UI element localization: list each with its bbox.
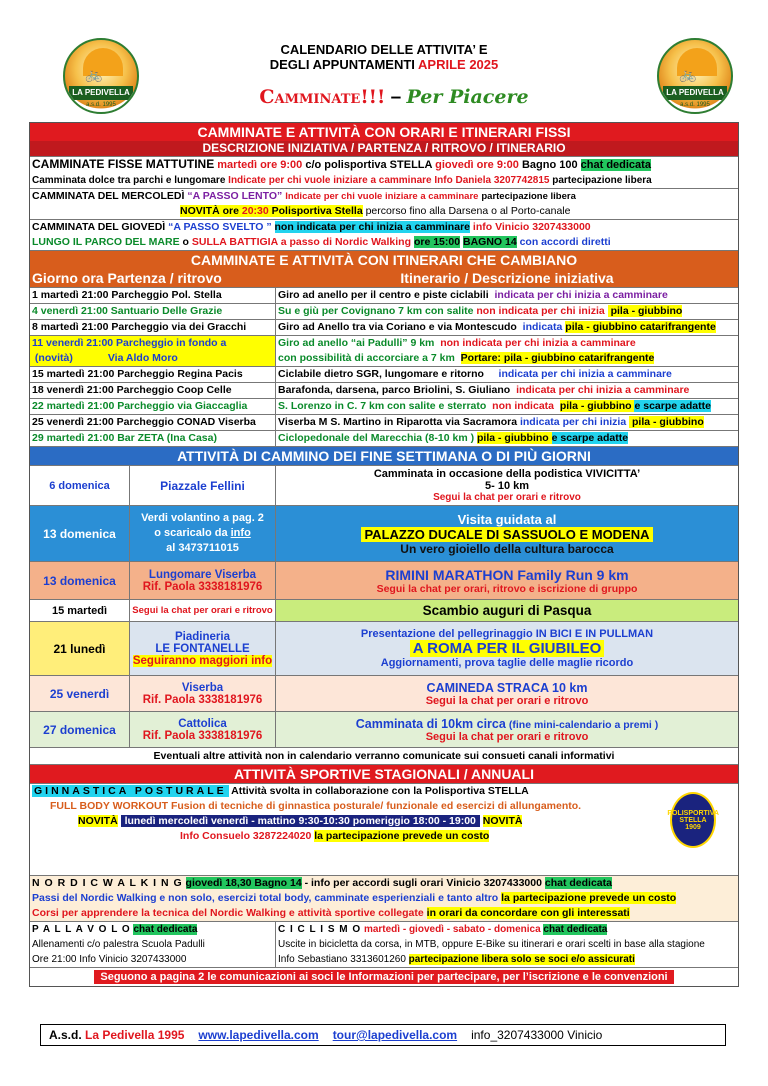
schedule-date-text: 8 martedì 21:00 Parcheggio via dei Gracchi <box>32 321 247 333</box>
schedule-route-text: e scarpe adatte <box>634 400 711 412</box>
event-line1: Camminata di 10km circa <box>355 716 506 731</box>
event-place-line2: LE FONTANELLE <box>155 642 250 655</box>
schedule-date-cell <box>30 304 276 319</box>
giovedi-route1: LUNGO IL PARCO DEL MARE <box>32 236 180 248</box>
event-place-line2: Rif. Paola 3338181976 <box>142 580 263 593</box>
schedule-row <box>30 398 738 414</box>
giovedi-accordi: con accordi diretti <box>519 236 611 248</box>
schedule-row <box>30 366 738 382</box>
event-desc <box>276 600 738 621</box>
website-link[interactable]: www.lapedivella.com <box>198 1028 319 1042</box>
page-subtitle <box>199 86 589 109</box>
title-line2: DEGLI APPUNTAMENTI <box>269 57 415 72</box>
event-line2: A ROMA PER IL GIUBILEO <box>410 640 605 657</box>
mattutine-block <box>30 156 738 188</box>
giovedi-time: ore 15:00 <box>413 236 461 248</box>
nordic-desc: Passi del Nordic Walking e non solo, esercizi total body, camminate esperienziali e tanto altro <box>32 892 499 904</box>
mercoledi-block <box>30 188 738 219</box>
event-place-text: Piazzale Fellini <box>160 478 245 493</box>
schedule-route-text: pila - giubbino <box>607 305 683 317</box>
schedule-route-cell <box>276 383 738 398</box>
schedule-row <box>30 382 738 398</box>
schedule-route-text: indicata per chi inizia a camminare <box>516 384 690 396</box>
schedule-route-text: Barafonda, darsena, parco Briolini, S. Giuliano <box>278 384 517 396</box>
subtitle-camminate: Camminate!!! <box>259 86 386 108</box>
event-day: 13 domenica <box>30 562 130 599</box>
footer-name: La Pedivella 1995 <box>85 1028 185 1042</box>
event-row <box>30 711 738 747</box>
event-row <box>30 561 738 599</box>
schedule-route-cell <box>276 304 738 319</box>
event-line2: Segui la chat per orari e ritrovo <box>425 694 589 707</box>
pallavolo-chat: chat dedicata <box>133 924 198 935</box>
mercoledi-who: Indicate per chi vuole iniziare a camminare <box>285 191 479 202</box>
schedule-date-cell <box>30 288 276 303</box>
event-place-line1: Piadineria <box>175 630 230 643</box>
email-link[interactable]: tour@lapedivella.com <box>332 1028 458 1042</box>
section-fixed-subtitle: DESCRIZIONE INIZIATIVA / PARTENZA / RITROVO / ITINERARIO <box>30 141 738 156</box>
section-fixed-title: CAMMINATE E ATTIVITÀ CON ORARI E ITINERARI FISSI <box>30 123 738 141</box>
giovedi-who: non indicata per chi inizia a camminare <box>274 221 470 233</box>
stella-logo-year: 1909 <box>685 823 701 831</box>
bottom-note-wrap <box>30 967 738 986</box>
event-line1: Presentazione del pellegrinaggio IN BICI E IN PULLMAN <box>360 628 654 640</box>
event-line1: Camminata in occasione della podistica VIVICITTA’ <box>373 468 641 480</box>
event-day: 15 martedì <box>30 600 130 621</box>
stella-logo-text: POLISPORTIVA STELLA <box>667 809 719 824</box>
schedule-date-text: 18 venerdì 21:00 Parcheggio Coop Celle <box>32 384 232 396</box>
mercoledi-place: Polisportiva Stella <box>271 205 363 217</box>
nordic-block <box>30 875 738 921</box>
logo-text: LA PEDIVELLA <box>69 86 133 100</box>
schedule-row <box>30 430 738 446</box>
header <box>29 34 739 122</box>
nordic-cost: la partecipazione prevede un costo <box>501 892 677 904</box>
mercoledi-part: partecipazione libera <box>481 191 576 202</box>
mercoledi-time: 20:30 <box>241 205 269 217</box>
schedule-date-text: 1 martedì 21:00 Parcheggio Pol. Stella <box>32 289 222 301</box>
mercoledi-route: percorso fino alla Darsena o al Porto-canale <box>365 205 571 217</box>
giovedi-label: “A PASSO SVELTO ” <box>168 221 272 233</box>
ciclismo-chat: chat dedicata <box>543 924 608 935</box>
event-row <box>30 675 738 711</box>
event-line1: Scambio auguri di Pasqua <box>422 603 592 618</box>
bike-icon: 🚲 <box>679 66 697 82</box>
schedule-date-cell <box>30 399 276 414</box>
title-line1: CALENDARIO DELLE ATTIVITA’ E <box>280 42 488 57</box>
schedule-row <box>30 319 738 335</box>
schedule-route-text: Giro ad anello “ai Padulli” 9 km <box>278 337 441 349</box>
schedule-route-text: Giro ad anello per il centro e piste ciclabili <box>278 289 495 301</box>
ciclismo-block <box>276 922 738 967</box>
event-day: 13 domenica <box>30 506 130 561</box>
schedule-route-text: indicata per chi inizia <box>519 416 630 428</box>
event-place-line2: o scaricalo da <box>154 527 228 539</box>
schedule-date-text: 25 venerdì 21:00 Parcheggio CONAD Viserba <box>32 416 256 428</box>
schedule-date-text: 29 martedì 21:00 Bar ZETA (Ina Casa) <box>32 432 217 444</box>
event-place <box>130 712 276 747</box>
event-line1b: (fine mini-calendario a premi ) <box>508 718 659 731</box>
event-line2: 5- 10 km <box>484 480 530 492</box>
pallavolo-name: P A L L A V O L O <box>32 924 131 935</box>
event-desc <box>276 712 738 747</box>
schedule-route-text: Giro ad Anello tra via Coriano e via Montescudo <box>278 321 523 333</box>
schedule-route-cell <box>276 367 738 382</box>
giovedi-block <box>30 219 738 250</box>
bottom-note: Seguono a pagina 2 le comunicazioni ai soci le Informazioni per partecipare, per l’iscrizione e le convenzioni <box>94 970 673 984</box>
schedule-route-text: non indicata per chi inizia <box>476 305 608 317</box>
schedule-route-text: pila - giubbino <box>559 400 635 412</box>
event-place-line1: Lungomare Viserba <box>148 568 257 581</box>
schedule-date-cell <box>30 383 276 398</box>
event-desc <box>276 506 738 561</box>
schedule-route-text: non indicata <box>492 400 560 412</box>
col-header-date: Giorno ora Partenza / ritrovo <box>32 270 222 286</box>
schedule-route-cell <box>276 399 738 414</box>
mattutine-info: Info Daniela 3207742815 <box>434 175 550 186</box>
mercoledi-name: CAMMINATA DEL MERCOLEDÌ <box>32 190 185 202</box>
event-place-line3: Seguiranno maggiori info <box>132 654 273 667</box>
event-day: 6 domenica <box>30 466 130 505</box>
stella-logo <box>667 792 719 848</box>
nordic-info: - info per accordi sugli orari Vinicio 3207433000 <box>301 877 542 889</box>
schedule-route-text: pila - giubbino <box>629 416 704 428</box>
schedule-date-cell <box>30 431 276 446</box>
schedule-route-text: indicata <box>522 321 566 333</box>
footer-asd: A.s.d. <box>49 1028 82 1042</box>
schedule-route-text: pila - giubbino catarifrangente <box>565 321 716 333</box>
page-title <box>179 42 589 72</box>
event-line2: Segui la chat per orari e ritrovo <box>425 730 589 743</box>
schedule-route-text: Ciclopedonale del Marecchia (8-10 km ) <box>278 432 477 444</box>
schedule-date-text: 11 venerdì 21:00 Parcheggio in fondo a <box>32 337 227 349</box>
event-line1: CAMINEDA STRACA 10 km <box>426 680 588 695</box>
event-place-line2: Rif. Paola 3338181976 <box>142 729 263 742</box>
event-row <box>30 621 738 675</box>
ciclismo-days: martedì - giovedì - sabato - domenica <box>363 924 541 935</box>
ginnastica-desc: Attività svolta in collaborazione con la Polisportiva STELLA <box>231 785 529 797</box>
event-desc <box>276 622 738 675</box>
event-place <box>130 600 276 621</box>
event-place <box>130 622 276 675</box>
giovedi-name: CAMMINATA DEL GIOVEDÌ <box>32 221 166 233</box>
ginnastica-name: GINNASTICA POSTURALE <box>34 785 227 797</box>
event-place <box>130 466 276 505</box>
changing-schedule <box>30 287 738 446</box>
event-row <box>30 505 738 561</box>
schedule-date-text2: (novità) Via Aldo Moro <box>32 352 178 364</box>
schedule-route-text: Ciclabile dietro SGR, lungomare e ritorno <box>278 368 499 380</box>
giovedi-o: o <box>182 236 189 248</box>
event-day: 21 lunedì <box>30 622 130 675</box>
mercoledi-novita: NOVITÀ ore <box>180 205 239 217</box>
ginnastica-block <box>30 783 738 875</box>
mattutine-place: c/o polisportiva STELLA <box>305 159 433 171</box>
event-line2: PALAZZO DUCALE DI SASSUOLO E MODENA <box>361 527 652 542</box>
footer-info: info_3207433000 Vinicio <box>471 1028 603 1042</box>
event-desc <box>276 676 738 711</box>
pallavolo-ciclismo <box>30 921 738 967</box>
ciclismo-part: partecipazione libera solo se soci e/o assicurati <box>408 954 635 965</box>
schedule-route-text: S. Lorenzo in C. 7 km con salite e sterrato <box>278 400 493 412</box>
event-place-line1: Segui la chat per orari e ritrovo <box>132 605 273 616</box>
logo-sub: a.s.d. 1995 <box>680 102 710 108</box>
mercoledi-label: “A PASSO LENTO” <box>187 190 283 202</box>
pallavolo-block <box>30 922 276 967</box>
event-place-line1: Cattolica <box>178 717 227 730</box>
schedule-route-cell <box>276 336 738 366</box>
subtitle-per-piacere: Per Piacere <box>406 86 529 108</box>
changing-col-headers <box>30 269 738 287</box>
info-link[interactable]: info <box>230 527 251 539</box>
event-line3: Segui la chat per orari e ritrovo <box>433 492 581 503</box>
event-line2: Segui la chat per orari, ritrovo e iscrizione di gruppo <box>376 582 638 595</box>
mattutine-who: Indicate per chi vuole iniziare a camminare <box>228 175 432 186</box>
schedule-date-text: 15 martedì 21:00 Parcheggio Regina Pacis <box>32 368 243 380</box>
schedule-route-text: pila - giubbino <box>476 432 552 444</box>
nordic-orari: in orari da concordare con gli interessati <box>426 907 630 919</box>
logo-text: LA PEDIVELLA <box>663 86 727 100</box>
bike-icon: 🚲 <box>85 66 103 82</box>
nordic-chat: chat dedicata <box>544 877 612 889</box>
ginnastica-cost: la partecipazione prevede un costo <box>314 830 490 842</box>
schedule-route-cell <box>276 288 738 303</box>
event-place <box>130 676 276 711</box>
event-place <box>130 506 276 561</box>
schedule-date-text: 4 venerdì 21:00 Santuario Delle Grazie <box>32 305 223 317</box>
pallavolo-desc: Allenamenti c/o palestra Scuola Padulli <box>32 939 205 950</box>
giovedi-route2: SULLA BATTIGIA a passo di Nordic Walking <box>191 236 412 248</box>
event-line3: Aggiornamenti, prova taglie delle maglie ricordo <box>380 657 634 669</box>
event-line1: RIMINI MARATHON Family Run 9 km <box>385 566 629 583</box>
event-place-line3: al 3473711015 <box>166 542 239 554</box>
event-day: 25 venerdì <box>30 676 130 711</box>
ginnastica-full: FULL BODY WORKOUT Fusion di tecniche di ginnastica posturale/ funzionale ed esercizi di allungamento. <box>50 800 582 812</box>
novita-badge: NOVITÀ <box>482 815 523 827</box>
schedule-row <box>30 335 738 366</box>
ciclismo-desc: Uscite in bicicletta da corsa, in MTB, oppure E-Bike su itinerari e orari scelti in base alla stagione <box>278 939 705 950</box>
event-place-line1: Viserba <box>181 681 224 694</box>
schedule-date-cell <box>30 367 276 382</box>
mattutine-name: CAMMINATE FISSE MATTUTINE <box>32 157 215 171</box>
schedule-date-cell <box>30 336 276 366</box>
event-place <box>130 562 276 599</box>
mattutine-when1: martedì ore 9:00 <box>217 159 303 171</box>
mattutine-chat: chat dedicata <box>580 159 651 171</box>
event-place-line2: Rif. Paola 3338181976 <box>142 693 263 706</box>
section-sports-title: ATTIVITÀ SPORTIVE STAGIONALI / ANNUALI <box>30 764 738 783</box>
schedule-route-cell <box>276 431 738 446</box>
ciclismo-name: C I C L I S M O <box>278 924 362 935</box>
ginnastica-info: Info Consuelo 3287224020 <box>180 830 312 842</box>
schedule-row <box>30 287 738 303</box>
schedule-route-text: non indicata per chi inizia a camminare <box>440 337 636 349</box>
section-changing-title: CAMMINATE E ATTIVITÀ CON ITINERARI CHE CAMBIANO <box>30 250 738 269</box>
event-place-line1: Verdi volantino a pag. 2 <box>141 512 264 524</box>
event-row <box>30 465 738 505</box>
nordic-name: N O R D I C W A L K I N G <box>32 877 183 889</box>
schedule-date-cell <box>30 415 276 430</box>
novita-badge: NOVITÀ <box>78 815 118 827</box>
ciclismo-info: Info Sebastiano 3313601260 <box>278 954 406 965</box>
event-line1: Visita guidata al <box>457 511 557 527</box>
schedule-route-text: indicata per chi inizia a camminare <box>494 289 668 301</box>
schedule-route-text: Su e giù per Covignano 7 km con salite <box>278 305 477 317</box>
footer <box>40 1024 726 1046</box>
giovedi-info: info Vinicio 3207433000 <box>472 221 591 233</box>
mattutine-bagno: Bagno 100 <box>521 159 578 171</box>
event-row <box>30 599 738 621</box>
mattutine-part: partecipazione libera <box>552 175 652 186</box>
schedule-row <box>30 303 738 319</box>
pallavolo-time: Ore 21:00 Info Vinicio 3207433000 <box>32 954 187 965</box>
schedule-route-text: indicata per chi inizia a camminare <box>498 368 672 380</box>
mattutine-desc: Camminata dolce tra parchi e lungomare <box>32 175 226 186</box>
schedule-date-text: 22 martedì 21:00 Parcheggio via Giaccaglia <box>32 400 248 412</box>
giovedi-bagno: BAGNO 14 <box>462 236 517 248</box>
schedule-route-text: con possibilità di accorciare a 7 km <box>278 352 461 364</box>
schedule-route-cell <box>276 320 738 335</box>
nordic-when: giovedì 18,30 Bagno 14 <box>185 877 302 889</box>
schedule-route-text: Viserba M S. Martino in Riparotta via Sacramora <box>278 416 520 428</box>
schedule-route-text: e scarpe adatte <box>551 432 629 444</box>
schedule-route-text: Portare: pila - giubbino catarifrangente <box>460 352 655 364</box>
weekend-note: Eventuali altre attività non in calendario verranno comunicate sui consueti canali informativi <box>30 747 738 764</box>
subtitle-dash: – <box>390 87 402 108</box>
nordic-course: Corsi per apprendere la tecnica del Nordic Walking e attività sportive collegate <box>32 907 424 919</box>
event-line3: Un vero gioiello della cultura barocca <box>400 541 614 556</box>
schedule-row <box>30 414 738 430</box>
section-weekend-title: ATTIVITÀ DI CAMMINO DEI FINE SETTIMANA O DI PIÙ GIORNI <box>30 446 738 465</box>
ginnastica-times: lunedì mercoledì venerdì - mattino 9:30-10:30 pomeriggio 18:00 - 19:00 <box>121 815 480 827</box>
mattutine-when2: giovedì ore 9:00 <box>435 159 519 171</box>
pedivella-logo <box>63 38 139 114</box>
event-desc <box>276 562 738 599</box>
title-month: APRILE 2025 <box>418 57 499 72</box>
col-header-route: Itinerario / Descrizione iniziativa <box>400 270 614 286</box>
pedivella-logo-right <box>657 38 733 114</box>
schedule-date-cell <box>30 320 276 335</box>
calendar-table <box>29 122 739 987</box>
logo-sub: a.s.d. 1995 <box>86 102 116 108</box>
schedule-route-cell <box>276 415 738 430</box>
event-day: 27 domenica <box>30 712 130 747</box>
event-desc <box>276 466 738 505</box>
